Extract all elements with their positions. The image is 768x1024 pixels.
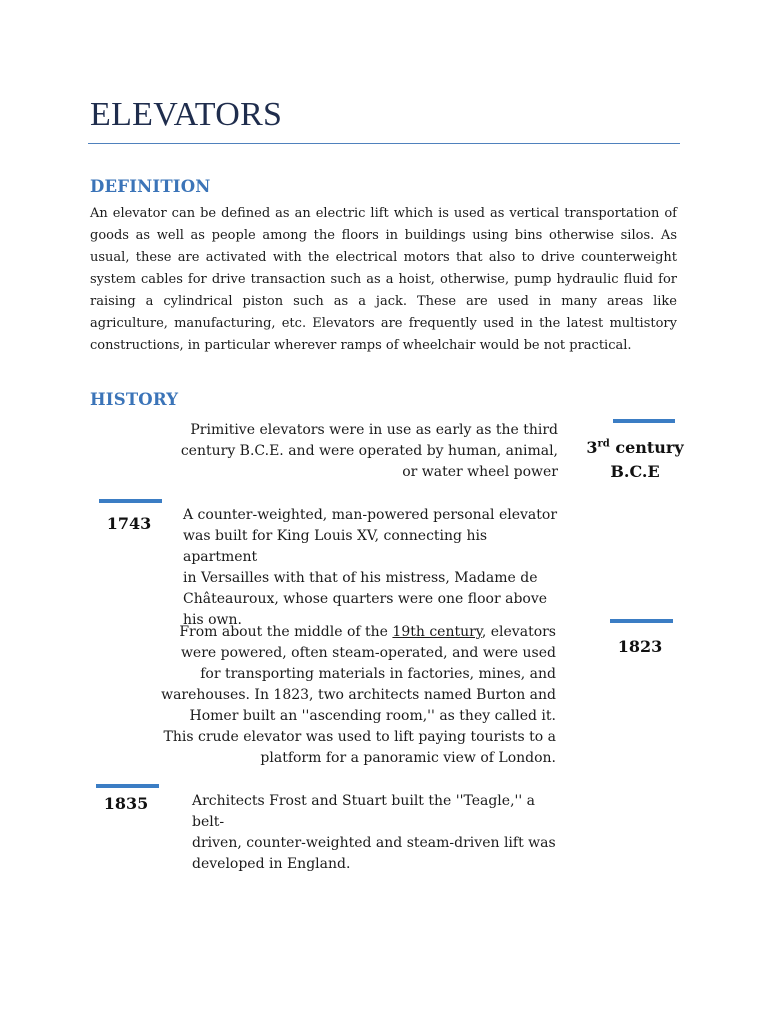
event-3rd-century-text: Primitive elevators were in use as early as the third century B.C.E. and were operated by human, animal, or water wheel power <box>180 422 558 480</box>
title-divider <box>88 143 680 144</box>
19th-century-link[interactable]: 19th century <box>392 624 482 640</box>
timeline-bar-1823 <box>610 619 673 623</box>
timeline-date-3rd-century <box>580 436 690 484</box>
event-1823-text <box>150 622 556 769</box>
timeline-date-1743: 1743 <box>106 514 152 533</box>
event-1823-text-after: , elevators were powered, often steam-operated, and were used for transporting materials in factories, mines, and warehouses. In 1823, two architects named Burton and Homer built an ''ascending room,'' as they called it. This crude elevator was used to lift paying tourists to a platform for a panoramic view of London. <box>161 624 556 766</box>
date-ordinal: rd <box>597 438 610 450</box>
event-1823-text-before: From about the middle of the <box>179 624 393 640</box>
event-1743-text: A counter-weighted, man-powered personal elevator was built for King Louis XV, connecting his apartment in Versailles with that of his mistress, Madame de Châteauroux, whose quarters were one floor above his own. <box>183 507 558 628</box>
timeline-date-1835: 1835 <box>103 794 149 813</box>
definition-paragraph: An elevator can be defined as an electric lift which is used as vertical transportation of goods as well as people among the floors in buildings using bins otherwise silos. As usual, these are activated with the electrical motors that also to drive counterweight system cables for drive transaction such as a hoist, otherwise, pump hydraulic fluid for raising a cylindrical piston such as a jack. These are used in many areas like agriculture, manufacturing, etc. Elevators are frequently used in the latest multistory constructions, in particular wherever ramps of wheelchair would be not practical. <box>90 206 677 353</box>
timeline-bar-3rd-century <box>613 419 675 423</box>
timeline-date-1823: 1823 <box>617 637 663 656</box>
timeline-bar-1835 <box>96 784 159 788</box>
date-era: B.C.E <box>610 462 660 481</box>
date-number: 3 <box>586 438 598 457</box>
date-word: century <box>609 438 684 457</box>
definition-heading: DEFINITION <box>90 177 211 196</box>
timeline-bar-1743 <box>99 499 162 503</box>
page-title: ELEVATORS <box>90 96 283 133</box>
history-heading: HISTORY <box>90 390 179 409</box>
event-1835-text: Architects Frost and Stuart built the ''Teagle,'' a belt- driven, counter-weighted and steam-driven lift was developed in England. <box>192 793 556 872</box>
